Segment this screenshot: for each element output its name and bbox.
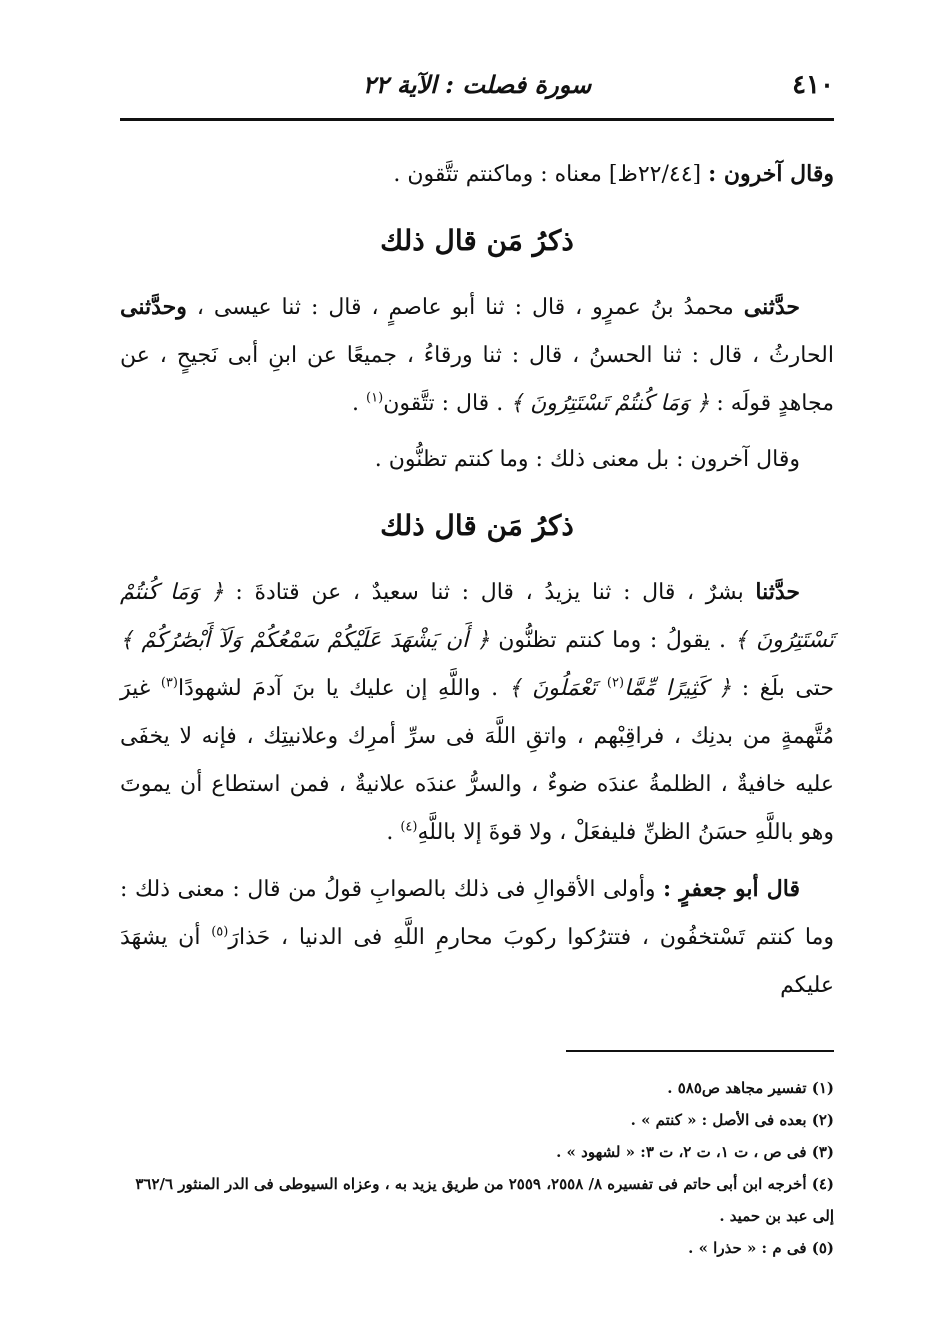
paragraph-text: [٢٢/٤٤ظ] معناه : وماكنتم تتَّقون . bbox=[393, 162, 709, 187]
paragraph-2 bbox=[120, 283, 834, 428]
paragraph-5 bbox=[120, 865, 834, 1010]
bold-lead: حدَّثنا bbox=[755, 579, 800, 605]
paragraph-text: . يقولُ : وما كنتم تظنُّون bbox=[489, 628, 735, 653]
footnotes bbox=[120, 1072, 834, 1264]
quran-quote: ﴿ وَمَا كُنتُمْ تَسْتَتِرُونَ ﴾ bbox=[120, 580, 835, 653]
running-title: سورة فصلت : الآية ٢٢ bbox=[362, 70, 592, 99]
quran-quote: ﴿ كَثِيرًا مِّمَّا bbox=[624, 676, 732, 701]
paragraph-text: . bbox=[386, 820, 401, 845]
footnote-3: (٣) فى ص ، ت ١، ت ٢، ت ٣: « لشهود » . bbox=[556, 1143, 834, 1161]
footnote-5: (٥) فى م : « حذرا » . bbox=[688, 1239, 834, 1257]
section-heading-1: ذكرُ مَن قال ذلك bbox=[380, 224, 574, 257]
footnote-ref: (١) bbox=[366, 390, 384, 406]
footnote-ref: (٤) bbox=[400, 819, 418, 835]
bold-lead: حدَّثنى bbox=[743, 294, 800, 320]
page-number: ٤١٠ bbox=[792, 70, 834, 100]
paragraph-text: بشرٌ ، قال : ثنا يزيدُ ، قال : ثنا سعيدٌ ، عن قتادةَ : bbox=[223, 580, 756, 605]
bold-lead: وقال آخرون : bbox=[708, 161, 834, 187]
paragraph-text: الحارثُ ، قال : ثنا الحسنُ ، قال : ثنا ورقاءُ ، جميعًا عن ابنِ أبى نَجيحٍ ، عن مجاهدٍ قولَه : bbox=[120, 343, 834, 416]
footnote-ref: (٣) bbox=[160, 675, 178, 691]
paragraph-text: غيرَ مُتَّهمةٍ من بدنِك ، فراقِبْهم ، واتقِ اللَّهَ فى سرِّ أمرِك وعلانيتِك ، فإنه لا يخفَى عليه خافيةٌ ، الظلمةُ عندَه ضوءٌ ، والسرُّ عندَه علانيةٌ ، فمن استطاع أن يموتَ وهو باللَّهِ حسَنُ الظنِّ فليفعَلْ ، ولا قوةَ إلا باللَّهِ bbox=[120, 676, 834, 845]
footnote-rule bbox=[566, 1050, 834, 1052]
quran-quote: ﴿ أَن يَشْهَدَ عَلَيْكُمْ سَمْعُكُمْ وَلَآ أَبْصَٰرُكُمْ ﴾ bbox=[120, 628, 490, 653]
page-header bbox=[120, 60, 834, 118]
footnote-4: (٤) أخرجه ابن أبى حاتم فى تفسيره ٨/ ٢٥٥٨، ٢٥٥٩ من طريق يزيد به ، وعزاه السيوطى فى الدر المنثور ٣٦٢/٦ إلى عبد بن حميد . bbox=[135, 1175, 834, 1225]
paragraph-3: وقال آخرون : بل معنى ذلك : وما كنتم تظنُّون . bbox=[374, 447, 800, 472]
paragraph-text: . قال : تتَّقون bbox=[383, 391, 511, 416]
paragraph-text: أن يشهَدَ عليكم bbox=[120, 925, 834, 998]
paragraph-text: محمدُ بنُ عمرٍو ، قال : ثنا أبو عاصمٍ ، قال : ثنا عيسى ، bbox=[186, 295, 744, 320]
footnote-ref: (٥) bbox=[211, 924, 229, 940]
paragraph-text: . واللَّهِ إن عليك يا بنَ آدمَ لشهودًا bbox=[177, 676, 509, 701]
paragraph-1 bbox=[120, 150, 834, 199]
footnote-2: (٢) بعده فى الأصل : « كنتم » . bbox=[630, 1111, 834, 1129]
paragraph-text: . bbox=[352, 391, 367, 416]
paragraph-4 bbox=[120, 568, 834, 857]
main-text bbox=[120, 150, 834, 1018]
footnote-ref: (٢) bbox=[606, 675, 625, 691]
header-rule bbox=[120, 118, 834, 121]
footnote-1: (١) تفسير مجاهد ص٥٨٥ . bbox=[667, 1079, 834, 1097]
quran-quote: ﴿ وَمَا كُنتُمْ تَسْتَتِرُونَ ﴾ bbox=[510, 391, 710, 416]
paragraph-text: وأولى الأقوالِ فى ذلك بالصوابِ قولُ من قال : معنى ذلك : وما كنتم تَسْتخفُون ، فتترُكوا ركوبَ محارمِ اللَّهِ فى الدنيا ، حَذارَ bbox=[120, 877, 834, 950]
paragraph-text: حتى بلَغ : bbox=[731, 676, 834, 701]
bold-lead: قال أبو جعفرٍ : bbox=[662, 876, 800, 902]
quran-quote: تَعْمَلُونَ ﴾ bbox=[508, 676, 607, 701]
section-heading-2: ذكرُ مَن قال ذلك bbox=[380, 509, 574, 542]
bold-lead: وحدَّثنى bbox=[120, 294, 187, 320]
